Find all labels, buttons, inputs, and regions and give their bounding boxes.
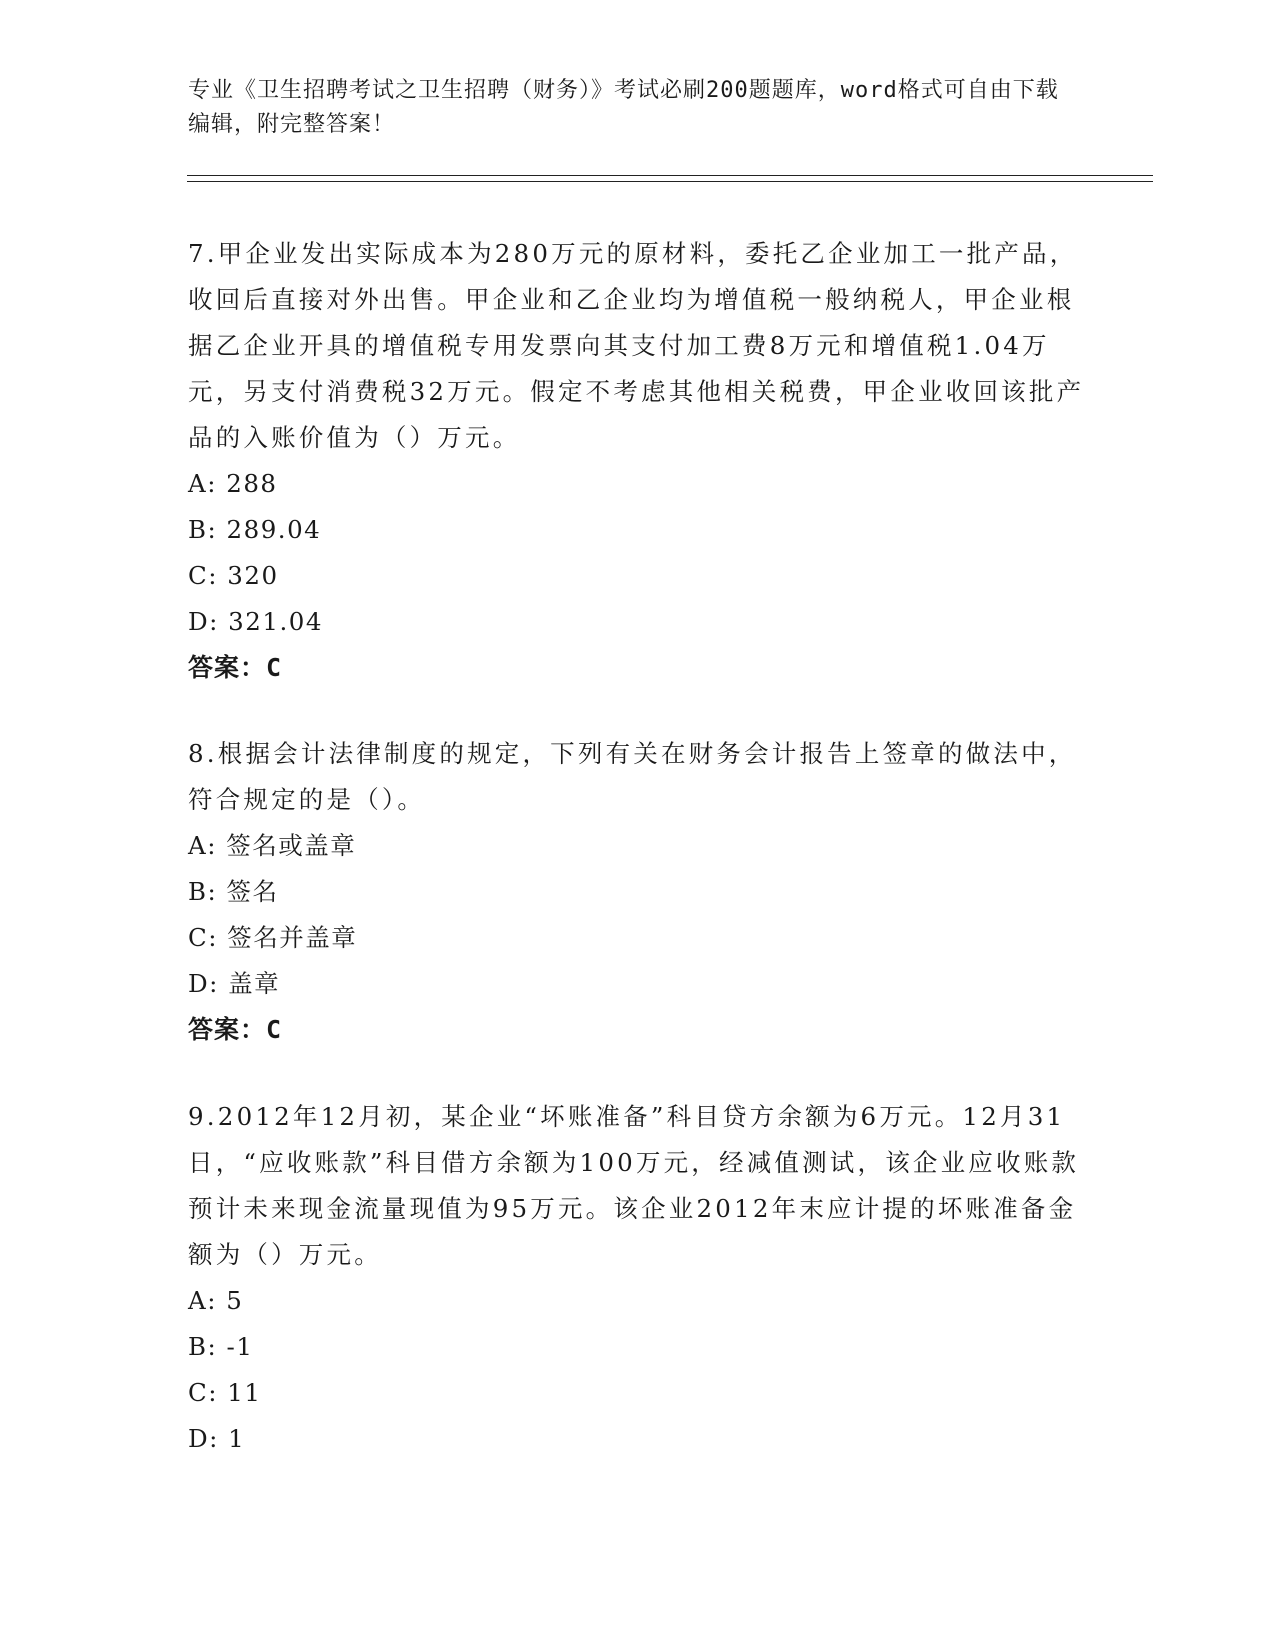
option-b: B: -1 bbox=[188, 1332, 254, 1361]
option-a: A: 288 bbox=[188, 469, 278, 498]
header-divider-top bbox=[187, 175, 1153, 176]
question-9 bbox=[188, 1094, 1088, 1462]
option-a: A: 签名或盖章 bbox=[188, 831, 357, 860]
question-stem: 7.甲企业发出实际成本为280万元的原材料，委托乙企业加工一批产品，收回后直接对外出售。甲企业和乙企业均为增值税一般纳税人，甲企业根据乙企业开具的增值税专用发票向其支付加工费8万元和增值税1.04万元，另支付消费税32万元。假定不考虑其他相关税费，甲企业收回该批产品的入账价值为（）万元。 bbox=[188, 239, 1085, 452]
answer: 答案：C bbox=[188, 653, 283, 682]
document-header: 专业《卫生招聘考试之卫生招聘（财务）》考试必刷200题题库，word格式可自由下载编辑，附完整答案！ bbox=[188, 78, 1059, 137]
option-b: B: 289.04 bbox=[188, 515, 322, 544]
question-8 bbox=[188, 731, 1088, 1053]
question-stem: 9.2012年12月初，某企业“坏账准备”科目贷方余额为6万元。12月31日，“应收账款”科目借方余额为100万元，经减值测试，该企业应收账款预计未来现金流量现值为95万元。该企业2012年末应计提的坏账准备金额为（）万元。 bbox=[188, 1102, 1080, 1269]
option-c: C: 11 bbox=[188, 1378, 262, 1407]
option-a: A: 5 bbox=[188, 1286, 244, 1315]
option-d: D: 1 bbox=[188, 1424, 246, 1453]
option-c: C: 320 bbox=[188, 561, 279, 590]
option-d: D: 321.04 bbox=[188, 607, 323, 636]
question-7 bbox=[188, 231, 1088, 691]
answer: 答案：C bbox=[188, 1015, 283, 1044]
option-c: C: 签名并盖章 bbox=[188, 923, 358, 952]
question-stem: 8.根据会计法律制度的规定，下列有关在财务会计报告上签章的做法中，符合规定的是（）。 bbox=[188, 739, 1077, 814]
option-b: B: 签名 bbox=[188, 877, 279, 906]
option-d: D: 盖章 bbox=[188, 969, 281, 998]
header-divider-bottom bbox=[187, 181, 1153, 182]
